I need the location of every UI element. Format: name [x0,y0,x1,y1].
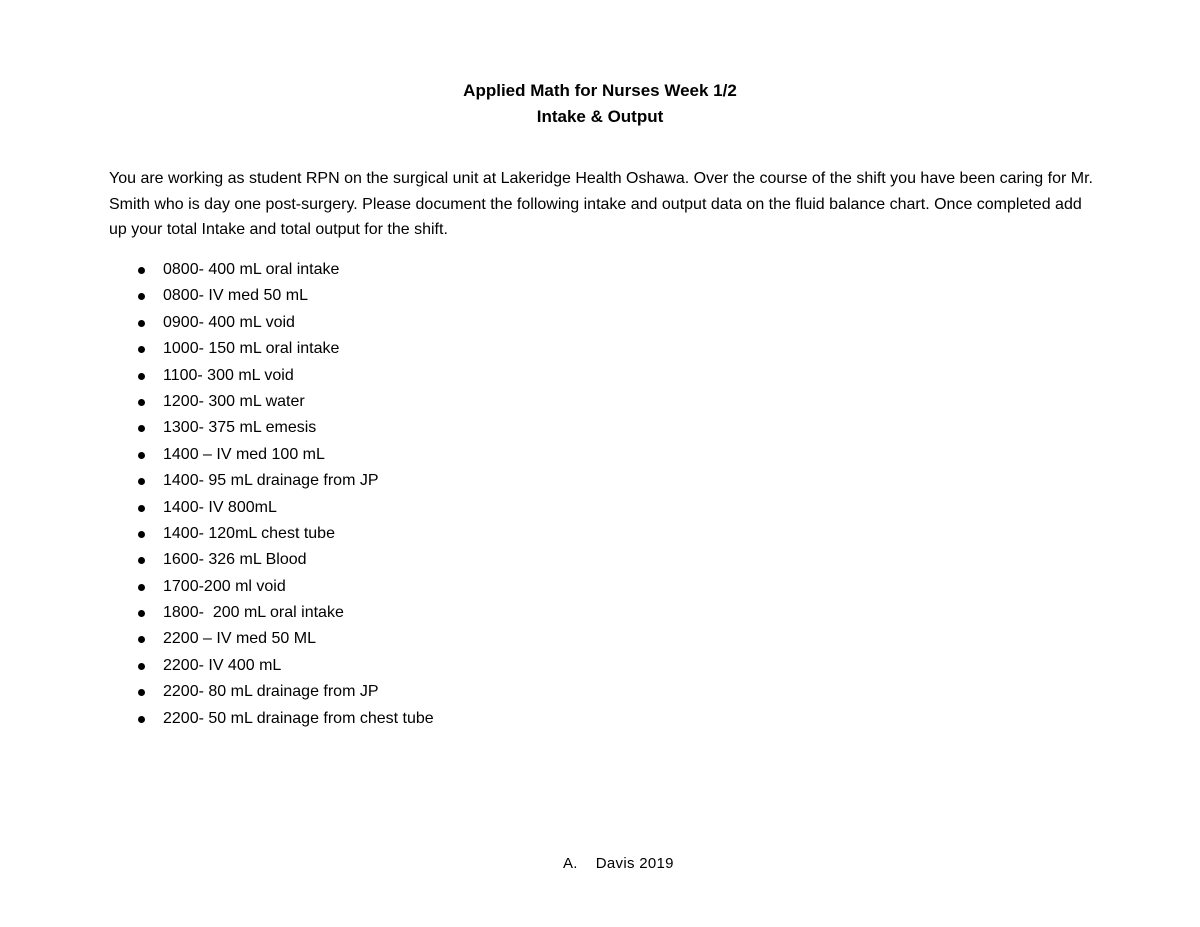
entry-text: 0800- IV med 50 mL [163,287,308,305]
bullet-icon [138,320,145,327]
list-item [109,310,434,336]
bullet-icon [138,478,145,485]
entry-text: 2200- IV 400 mL [163,656,282,674]
bullet-icon [138,505,145,512]
bullet-icon [138,636,145,643]
list-item [109,283,434,309]
entry-text: 1700-200 ml void [163,577,286,595]
bullet-icon [138,373,145,380]
entry-text: 1800- 200 mL oral intake [163,604,344,622]
intake-output-list [109,257,434,732]
list-item [109,547,434,573]
list-item [109,495,434,521]
bullet-icon [138,610,145,617]
list-item [109,521,434,547]
list-item [109,257,434,283]
bullet-icon [138,399,145,406]
footer-initial: A. [563,855,578,872]
bullet-icon [138,663,145,670]
list-item [109,336,434,362]
list-item [109,363,434,389]
list-item [109,626,434,652]
entry-text: 1400- 95 mL drainage from JP [163,472,379,490]
bullet-icon [138,531,145,538]
bullet-icon [138,293,145,300]
entry-text: 2200- 80 mL drainage from JP [163,683,379,701]
bullet-icon [138,346,145,353]
list-item [109,653,434,679]
list-item [109,574,434,600]
list-item [109,600,434,626]
bullet-icon [138,267,145,274]
list-item [109,468,434,494]
entry-text: 1400 – IV med 100 mL [163,445,325,463]
entry-text: 2200 – IV med 50 ML [163,630,316,648]
bullet-icon [138,557,145,564]
entry-text: 1200- 300 mL water [163,392,305,410]
bullet-icon [138,425,145,432]
list-item [109,415,434,441]
page-subtitle: Intake & Output [536,107,664,126]
page-title: Applied Math for Nurses Week 1/2 [463,81,737,100]
entry-text: 1600- 326 mL Blood [163,551,307,569]
entry-text: 1400- IV 800mL [163,498,277,516]
title-block [0,78,1200,130]
entry-text: 1300- 375 mL emesis [163,419,317,437]
entry-text: 1000- 150 mL oral intake [163,340,340,358]
list-item [109,706,434,732]
footer-author [563,854,674,874]
list-item [109,679,434,705]
footer-author-name: Davis 2019 [595,855,674,872]
intro-paragraph: You are working as student RPN on the surgical unit at Lakeridge Health Oshawa. Over the course of the shift you have been caring for Mr. Smith who is day one post-surgery. Please document the following intake and output data on the fluid balance chart. Once completed add up your total Intake and total output for the shift. [109,170,1093,238]
entry-text: 2200- 50 mL drainage from chest tube [163,709,434,727]
bullet-icon [138,716,145,723]
bullet-icon [138,584,145,591]
entry-text: 0900- 400 mL void [163,313,295,331]
entry-text: 0800- 400 mL oral intake [163,261,340,278]
bullet-icon [138,689,145,696]
bullet-icon [138,452,145,459]
list-item [109,389,434,415]
entry-text: 1400- 120mL chest tube [163,524,335,542]
entry-text: 1100- 300 mL void [163,366,294,384]
list-item [109,442,434,468]
